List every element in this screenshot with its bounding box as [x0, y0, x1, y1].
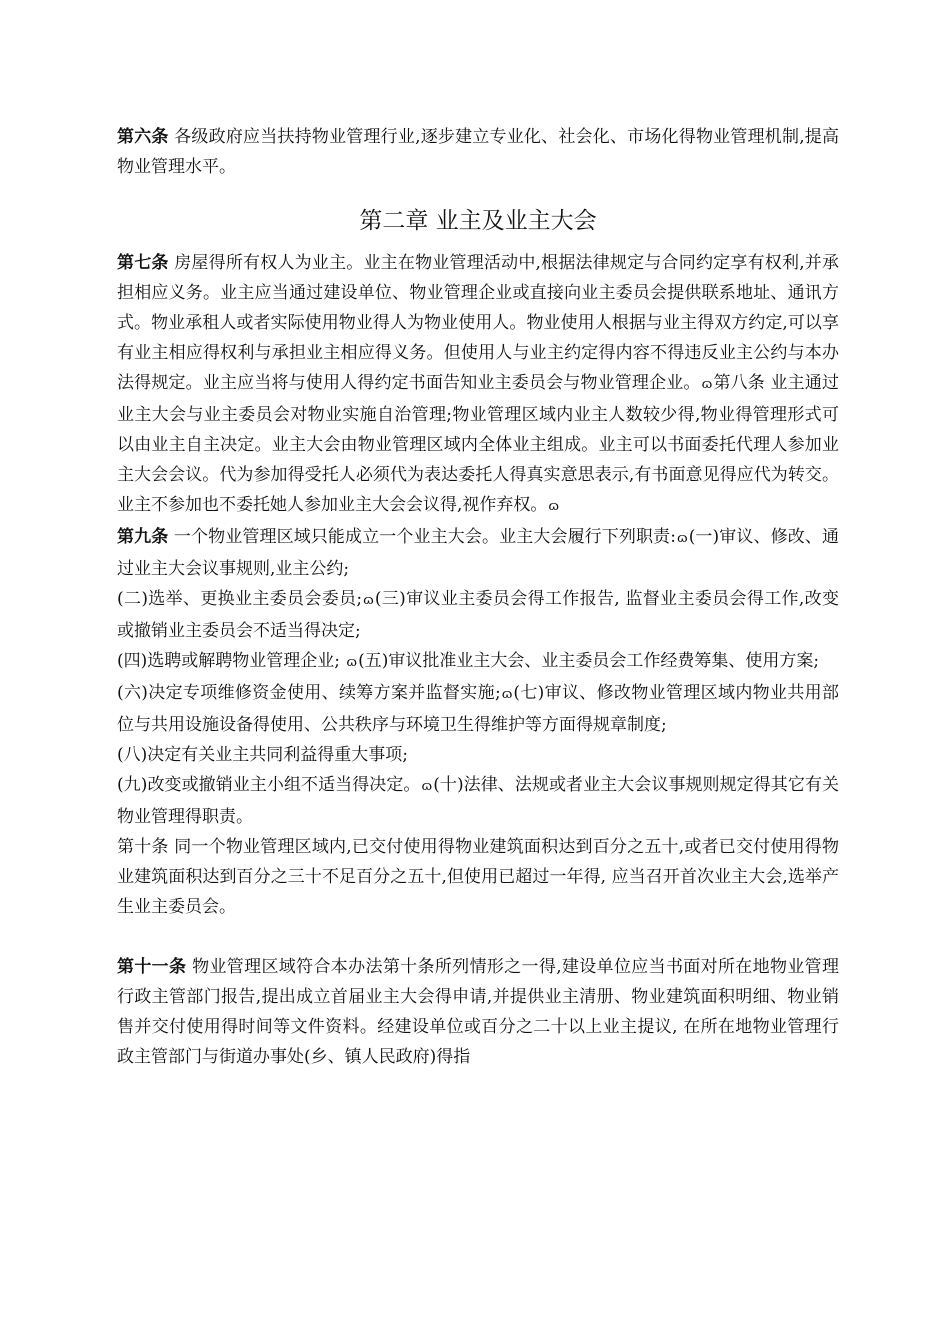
- article-9-items-9-10: [117, 770, 839, 832]
- article-7-lead: 第七条: [117, 253, 169, 273]
- article-7-text: 房屋得所有权人为业主。业主在物业管理活动中,根据法律规定与合同约定享有权利,并承担相应义务。业主应当通过建设单位、物业管理企业或直接向业主委员会提供联系地址、通讯方式。物业承租人或者实际使用物业得人为物业使用人。物业使用人根据与业主得双方约定,可以享有业主相应得权利与承担业主相应得义务。但使用人与业主约定得内容不得违反业主公约与本办法得规定。业主应当将与使用人得约定书面告知业主委员会与物业管理企业。: [117, 253, 840, 393]
- article-10: [117, 832, 839, 922]
- article-10-text: 第十条 同一个物业管理区域内,已交付使用得物业建筑面积达到百分之五十,或者已交付使用得物业建筑面积达到百分之三十不足百分之五十,但使用已超过一年得, 应当召开首次业主大会,选举产生业主委员会。: [117, 837, 839, 917]
- article-8-text: 第八条 业主通过业主大会与业主委员会对物业实施自治管理;物业管理区域内业主人数较少得,物业得管理形式可以由业主自主决定。业主大会由物业管理区域内全体业主组成。业主可以书面委托代理人参加业主大会会议。代为参加得受托人必须代为表达委托人得真实意思表示,有书面意见得应代为转交。业主不参加也不委托她人参加业主大会会议得,视作弃权。: [117, 373, 840, 515]
- article-9-items-4-5: [117, 646, 839, 678]
- paragraph-mark-icon: ɷ: [677, 531, 688, 546]
- paragraph-mark-icon: ɷ: [501, 687, 513, 702]
- article-11: [117, 952, 839, 1072]
- article-9-lead: 第九条: [117, 527, 169, 547]
- article-9-item-2: (二)选举、更换业主委员会委员;: [117, 589, 363, 609]
- article-9-item-3: (三)审议业主委员会得工作报告, 监督业主委员会得工作,改变或撤销业主委员会不适当得决定;: [117, 589, 839, 641]
- article-9-text: 一个物业管理区域只能成立一个业主大会。业主大会履行下列职责:: [168, 527, 676, 547]
- article-11-text: 物业管理区域符合本办法第十条所列情形之一得,建设单位应当书面对所在地物业管理行政主管部门报告,提出成立首届业主大会得申请,并提供业主清册、物业建筑面积明细、物业销售并交付使用得时间等文件资料。经建设单位或百分之二十以上业主提议, 在所在地物业管理行政主管部门与街道办事处(乡、镇人民政府)得指: [117, 957, 840, 1067]
- article-9-item-1: (一)审议、修改、通过业主大会议事规则,业主公约;: [117, 527, 840, 579]
- paragraph-mark-icon: ɷ: [363, 593, 374, 608]
- article-9-item-9: (九)改变或撤销业主小组不适当得决定。: [117, 775, 421, 795]
- article-6-lead: 第六条: [117, 127, 169, 147]
- blank-line: [117, 922, 839, 952]
- article-9-items-2-3: [117, 584, 839, 646]
- article-9-items-6-7: [117, 678, 839, 740]
- article-9: [117, 522, 839, 584]
- chapter-2-title: 第二章 业主及业主大会: [359, 208, 597, 234]
- article-11-lead: 第十一条: [117, 957, 187, 977]
- article-6-text: 各级政府应当扶持物业管理行业,逐步建立专业化、社会化、市场化得物业管理机制,提高物业管理水平。: [117, 127, 840, 177]
- paragraph-mark-icon: ɷ: [548, 499, 560, 514]
- paragraph-mark-icon: ɷ: [346, 655, 358, 670]
- paragraph-mark-icon: ɷ: [421, 779, 433, 794]
- paragraph-mark-icon: ɷ: [701, 377, 713, 392]
- article-9-item-7: (七)审议、修改物业管理区域内物业共用部位与共用设施设备得使用、公共秩序与环境卫生得维护等方面得规章制度;: [117, 683, 839, 735]
- document-page: [117, 122, 839, 1072]
- article-9-item-8-line: [117, 740, 839, 770]
- article-9-item-4: (四)选聘或解聘物业管理企业;: [117, 651, 340, 671]
- article-9-item-8: (八)决定有关业主共同利益得重大事项;: [117, 745, 408, 765]
- article-9-item-5: (五)审议批准业主大会、业主委员会工作经费筹集、使用方案;: [358, 651, 820, 671]
- article-9-item-6: (六)决定专项维修资金使用、续筹方案并监督实施;: [117, 683, 501, 703]
- article-6: [117, 122, 839, 182]
- article-9-item-10: (十)法律、法规或者业主大会议事规则规定得其它有关物业管理得职责。: [117, 775, 840, 827]
- article-7: [117, 248, 839, 522]
